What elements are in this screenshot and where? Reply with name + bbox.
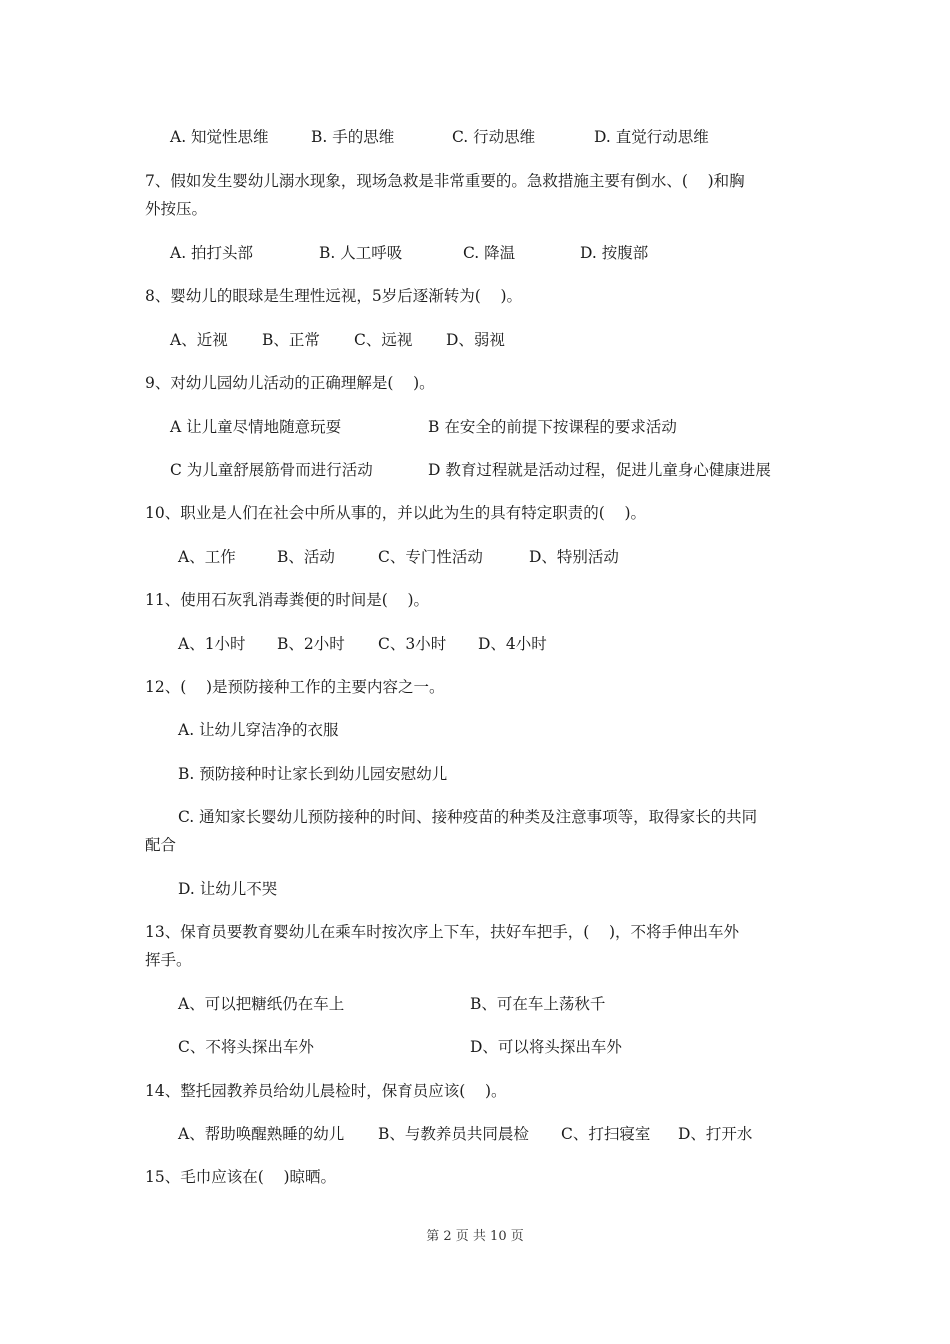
q15-text: 15、毛巾应该在( )晾晒。 <box>145 1168 337 1186</box>
page-footer: 第 2 页 共 10 页 <box>426 1229 524 1244</box>
q12-option-d: D. 让幼儿不哭 <box>178 880 278 898</box>
q10-text: 10、职业是人们在社会中所从事的，并以此为生的具有特定职责的( )。 <box>145 504 647 522</box>
q11-option-a: A、1小时 <box>178 635 246 653</box>
q11-option-d: D、4小时 <box>478 635 547 653</box>
q8-option-a: A、近视 <box>170 331 228 349</box>
q6-option-b: B. 手的思维 <box>311 128 395 146</box>
q13-text-line2: 挥手。 <box>145 951 192 969</box>
q11-option-c: C、3小时 <box>378 635 447 653</box>
q10-option-c: C、专门性活动 <box>378 548 483 566</box>
q14-option-d: D、打开水 <box>678 1125 753 1143</box>
q9-option-d: D 教育过程就是活动过程，促进儿童身心健康进展 <box>428 461 771 479</box>
q7-text-line2: 外按压。 <box>145 200 208 218</box>
q9-option-b: B 在安全的前提下按课程的要求活动 <box>428 418 677 436</box>
q12-text: 12、( )是预防接种工作的主要内容之一。 <box>145 678 445 696</box>
q14-option-b: B、与教养员共同晨检 <box>378 1125 529 1143</box>
q7-option-b: B. 人工呼吸 <box>319 244 403 262</box>
q12-option-c: C. 通知家长婴幼儿预防接种的时间、接种疫苗的种类及注意事项等，取得家长的共同 <box>178 808 758 826</box>
q10-option-a: A、工作 <box>178 548 236 566</box>
q8-option-c: C、远视 <box>354 331 413 349</box>
q14-text: 14、整托园教养员给幼儿晨检时，保育员应该( )。 <box>145 1082 507 1100</box>
q7-option-a: A. 拍打头部 <box>170 244 254 262</box>
q14-option-c: C、打扫寝室 <box>561 1125 651 1143</box>
q12-option-c-continued: 配合 <box>145 836 177 854</box>
q7-text-line1: 7、假如发生婴幼儿溺水现象，现场急救是非常重要的。急救措施主要有倒水、( )和胸 <box>145 172 745 190</box>
q7-option-d: D. 按腹部 <box>580 244 649 262</box>
q6-option-a: A. 知觉性思维 <box>170 128 269 146</box>
q12-option-a: A. 让幼儿穿洁净的衣服 <box>178 721 339 739</box>
q11-option-b: B、2小时 <box>277 635 345 653</box>
q10-option-b: B、活动 <box>277 548 335 566</box>
q9-option-a: A 让儿童尽情地随意玩耍 <box>170 418 342 436</box>
q13-text-line1: 13、保育员要教育婴幼儿在乘车时按次序上下车，扶好车把手，( )，不将手伸出车外 <box>145 923 740 941</box>
q12-option-b: B. 预防接种时让家长到幼儿园安慰幼儿 <box>178 765 448 783</box>
q8-option-b: B、正常 <box>262 331 320 349</box>
q6-option-d: D. 直觉行动思维 <box>594 128 709 146</box>
q13-option-d: D、可以将头探出车外 <box>470 1038 622 1056</box>
q10-option-d: D、特别活动 <box>529 548 619 566</box>
q13-option-c: C、不将头探出车外 <box>178 1038 314 1056</box>
q13-option-a: A、可以把糖纸仍在车上 <box>178 995 345 1013</box>
q6-option-c: C. 行动思维 <box>452 128 536 146</box>
q11-text: 11、使用石灰乳消毒粪便的时间是( )。 <box>145 591 430 609</box>
q9-option-c: C 为儿童舒展筋骨而进行活动 <box>170 461 373 479</box>
q13-option-b: B、可在车上荡秋千 <box>470 995 606 1013</box>
q8-text: 8、婴幼儿的眼球是生理性远视，5岁后逐渐转为( )。 <box>145 287 523 305</box>
q9-text: 9、对幼儿园幼儿活动的正确理解是( )。 <box>145 374 435 392</box>
q14-option-a: A、帮助唤醒熟睡的幼儿 <box>178 1125 345 1143</box>
q8-option-d: D、弱视 <box>446 331 505 349</box>
q7-option-c: C. 降温 <box>463 244 516 262</box>
